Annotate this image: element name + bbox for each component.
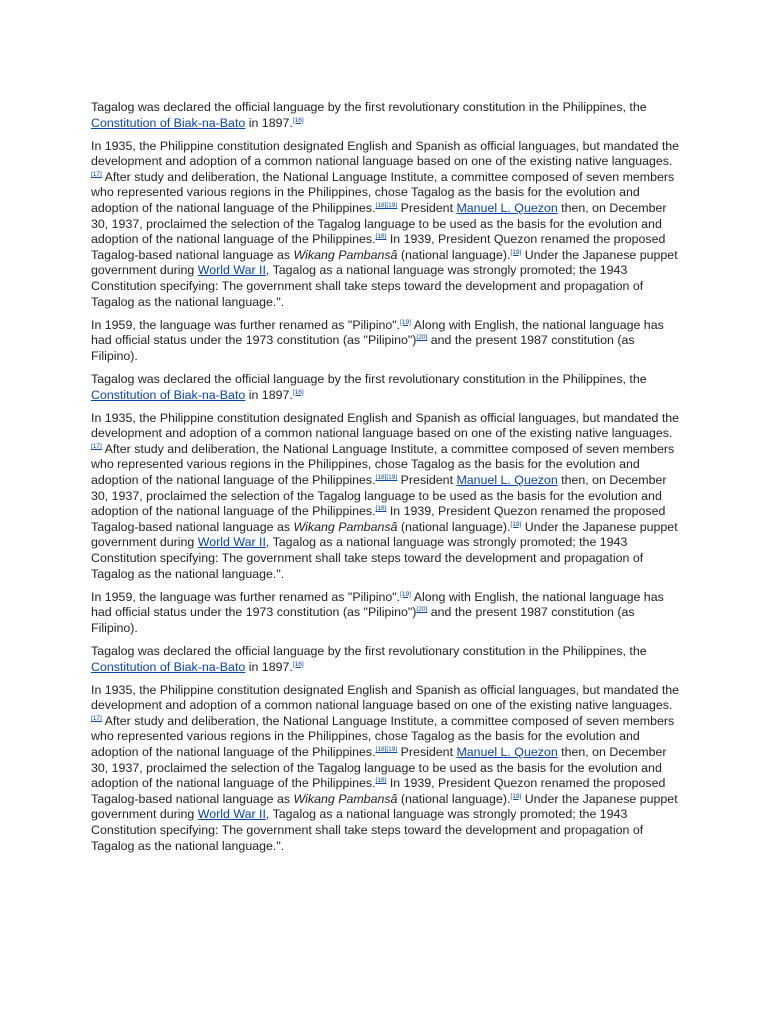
text: (national language). — [397, 519, 511, 534]
citation-18-19[interactable]: [18][19] — [375, 746, 398, 754]
text: In 1935, the Philippine constitution designated English and Spanish as official languages, but mandated the development and adoption of a common national language based on one of the existing native languages. — [91, 138, 680, 169]
citation-18-19[interactable]: [18][19] — [375, 474, 398, 482]
text: Along with English, the national language has had official status under the 1973 constitution (as "Pilipino") — [91, 589, 664, 620]
text: President — [397, 201, 457, 216]
link-world-war-ii[interactable]: World War II — [197, 535, 266, 550]
paragraph-1935-constitution — [91, 683, 681, 855]
text: then, on December 30, 1937, proclaimed the selection of the Tagalog language to be used as the basis for the evolution and adoption of the national language of the Philippines. — [91, 473, 667, 519]
paragraph-declaration — [91, 644, 681, 675]
citation-18[interactable]: [18] — [375, 233, 387, 241]
citation-20[interactable]: [20] — [416, 606, 428, 614]
text: Along with English, the national language has had official status under the 1973 constitution (as "Pilipino") — [91, 317, 664, 348]
text: , Tagalog as a national language was strongly promoted; the 1943 Constitution specifying: The government shall take steps toward the development and propagation of Tagalog as the national language.". — [91, 535, 644, 581]
link-world-war-ii[interactable]: World War II — [197, 807, 266, 822]
text: (national language). — [397, 791, 511, 806]
citation-16[interactable]: [16] — [292, 116, 304, 124]
link-manuel-quezon[interactable]: Manuel L. Quezon — [456, 745, 558, 760]
text: then, on December 30, 1937, proclaimed the selection of the Tagalog language to be used as the basis for the evolution and adoption of the national language of the Philippines. — [91, 745, 667, 791]
paragraph-1959-pilipino — [91, 318, 681, 365]
text: (national language). — [397, 247, 511, 262]
link-constitution-biak-na-bato[interactable]: Constitution of Biak-na-Bato — [91, 115, 246, 130]
article-body — [91, 100, 681, 862]
text: In 1935, the Philippine constitution designated English and Spanish as official languages, but mandated the development and adoption of a common national language based on one of the existing native languages. — [91, 682, 680, 713]
paragraph-1935-constitution — [91, 411, 681, 583]
link-constitution-biak-na-bato[interactable]: Constitution of Biak-na-Bato — [91, 387, 246, 402]
text: President — [397, 745, 457, 760]
citation-17[interactable]: [17] — [91, 442, 102, 450]
paragraph-declaration — [91, 100, 681, 131]
text: In 1935, the Philippine constitution designated English and Spanish as official languages, but mandated the development and adoption of a common national language based on one of the existing native languages. — [91, 410, 680, 441]
text: After study and deliberation, the National Language Institute, a committee composed of seven members who represented various regions in the Philippines, chose Tagalog as the basis for the evolution and adoption of the national language of the Philippines. — [91, 713, 675, 760]
citation-18-19[interactable]: [18][19] — [375, 202, 398, 210]
text: and the present 1987 constitution (as Filipino). — [91, 605, 635, 635]
text: Under the Japanese puppet government during — [91, 247, 678, 278]
citation-18[interactable]: [18] — [375, 777, 387, 785]
text: Tagalog was declared the official language by the first revolutionary constitution in the Philippines, the — [91, 100, 647, 114]
citation-16[interactable]: [16] — [292, 388, 304, 396]
text: in 1897. — [245, 387, 293, 402]
citation-19[interactable]: [19] — [510, 520, 522, 528]
term-wikang-pambansa: Wikang Pambansâ — [293, 519, 398, 534]
paragraph-1935-constitution — [91, 139, 681, 311]
text: Under the Japanese puppet government during — [91, 519, 678, 550]
text: and the present 1987 constitution (as Filipino). — [91, 333, 635, 363]
text: After study and deliberation, the National Language Institute, a committee composed of seven members who represented various regions in the Philippines, chose Tagalog as the basis for the evolution and adoption of the national language of the Philippines. — [91, 441, 675, 488]
text: then, on December 30, 1937, proclaimed the selection of the Tagalog language to be used as the basis for the evolution and adoption of the national language of the Philippines. — [91, 201, 667, 247]
citation-17[interactable]: [17] — [91, 170, 102, 178]
text: In 1939, President Quezon renamed the proposed Tagalog-based national language as — [91, 232, 666, 262]
text: in 1897. — [245, 659, 293, 674]
text: In 1939, President Quezon renamed the proposed Tagalog-based national language as — [91, 776, 666, 806]
citation-17[interactable]: [17] — [91, 714, 102, 722]
link-world-war-ii[interactable]: World War II — [197, 263, 266, 278]
text: in 1897. — [245, 115, 293, 130]
citation-20[interactable]: [20] — [416, 334, 428, 342]
citation-19[interactable]: [19] — [400, 590, 411, 598]
term-wikang-pambansa: Wikang Pambansâ — [293, 247, 398, 262]
citation-19[interactable]: [19] — [510, 792, 522, 800]
link-manuel-quezon[interactable]: Manuel L. Quezon — [456, 201, 558, 216]
text: , Tagalog as a national language was strongly promoted; the 1943 Constitution specifying: The government shall take steps toward the development and propagation of Tagalog as the national language.". — [91, 263, 644, 309]
paragraph-declaration — [91, 372, 681, 403]
text: In 1959, the language was further renamed as "Pilipino". — [91, 317, 401, 332]
text: , Tagalog as a national language was strongly promoted; the 1943 Constitution specifying: The government shall take steps toward the development and propagation of Tagalog as the national language.". — [91, 807, 644, 853]
citation-19[interactable]: [19] — [400, 318, 411, 326]
term-wikang-pambansa: Wikang Pambansâ — [293, 791, 398, 806]
link-manuel-quezon[interactable]: Manuel L. Quezon — [456, 473, 558, 488]
citation-19[interactable]: [19] — [510, 248, 522, 256]
link-constitution-biak-na-bato[interactable]: Constitution of Biak-na-Bato — [91, 659, 246, 674]
text: After study and deliberation, the National Language Institute, a committee composed of seven members who represented various regions in the Philippines, chose Tagalog as the basis for the evolution and adoption of the national language of the Philippines. — [91, 169, 675, 216]
text: In 1939, President Quezon renamed the proposed Tagalog-based national language as — [91, 504, 666, 534]
text: President — [397, 473, 457, 488]
citation-16[interactable]: [16] — [292, 660, 304, 668]
citation-18[interactable]: [18] — [375, 505, 387, 513]
paragraph-1959-pilipino — [91, 590, 681, 637]
text: Tagalog was declared the official language by the first revolutionary constitution in the Philippines, the — [91, 644, 647, 658]
text: Under the Japanese puppet government during — [91, 791, 678, 822]
text: Tagalog was declared the official language by the first revolutionary constitution in the Philippines, the — [91, 372, 647, 386]
text: In 1959, the language was further renamed as "Pilipino". — [91, 589, 401, 604]
